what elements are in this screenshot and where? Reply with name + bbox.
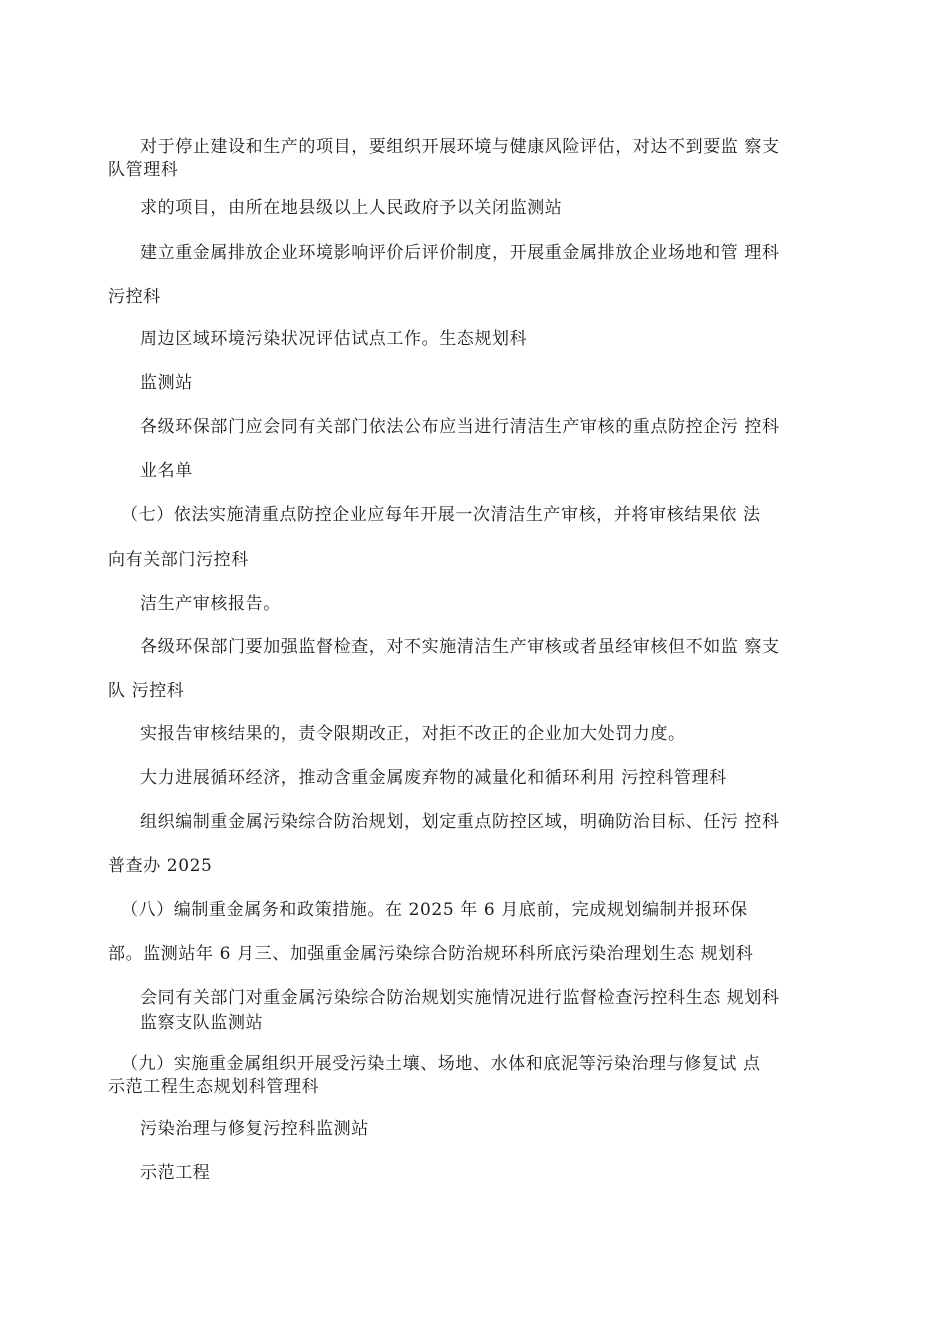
text-line: 普查办 2025 [108, 856, 213, 876]
text-line: 队管理科 [108, 160, 179, 180]
text-line: 求的项目，由所在地县级以上人民政府予以关闭监测站 [140, 198, 563, 218]
text-line: 示范工程 [140, 1163, 211, 1183]
text-line: 队 污控科 [108, 681, 185, 701]
text-line: 监测站 [140, 373, 193, 393]
text-line: 组织编制重金属污染综合防治规划，划定重点防控区域，明确防治目标、任污 控科 [140, 812, 780, 832]
text-line: 监察支队监测站 [140, 1013, 264, 1033]
text-line: 向有关部门污控科 [108, 550, 249, 570]
text-line: 会同有关部门对重金属污染综合防治规划实施情况进行监督检查污控科生态 规划科 [140, 988, 780, 1008]
text-line: （九）实施重金属组织开展受污染土壤、场地、水体和底泥等污染治理与修复试 点 [121, 1054, 761, 1074]
text-line: 业名单 [140, 461, 193, 481]
text-line: 周边区域环境污染状况评估试点工作。生态规划科 [140, 329, 528, 349]
text-line: 建立重金属排放企业环境影响评价后评价制度，开展重金属排放企业场地和管 理科 [140, 243, 780, 263]
text-line: 洁生产审核报告。 [140, 594, 281, 614]
text-line: 实报告审核结果的，责令限期改正，对拒不改正的企业加大处罚力度。 [140, 724, 686, 744]
text-line: 各级环保部门要加强监督检查，对不实施清洁生产审核或者虽经审核但不如监 察支 [140, 637, 780, 657]
text-line: 对于停止建设和生产的项目，要组织开展环境与健康风险评估，对达不到要监 察支 [140, 137, 780, 157]
text-line: 污染治理与修复污控科监测站 [140, 1119, 369, 1139]
text-line: 大力进展循环经济，推动含重金属废弃物的减量化和循环利用 污控科管理科 [140, 768, 727, 788]
text-line: 示范工程生态规划科管理科 [108, 1077, 320, 1097]
text-line: 污控科 [108, 287, 161, 307]
text-line: 部。监测站年 6 月三、加强重金属污染综合防治规环科所底污染治理划生态 规划科 [108, 944, 754, 964]
text-line: 各级环保部门应会同有关部门依法公布应当进行清洁生产审核的重点防控企污 控科 [140, 417, 780, 437]
text-line: （八）编制重金属务和政策措施。在 2025 年 6 月底前，完成规划编制并报环保 [121, 900, 748, 920]
text-line: （七）依法实施清重点防控企业应每年开展一次清洁生产审核，并将审核结果依 法 [121, 505, 761, 525]
